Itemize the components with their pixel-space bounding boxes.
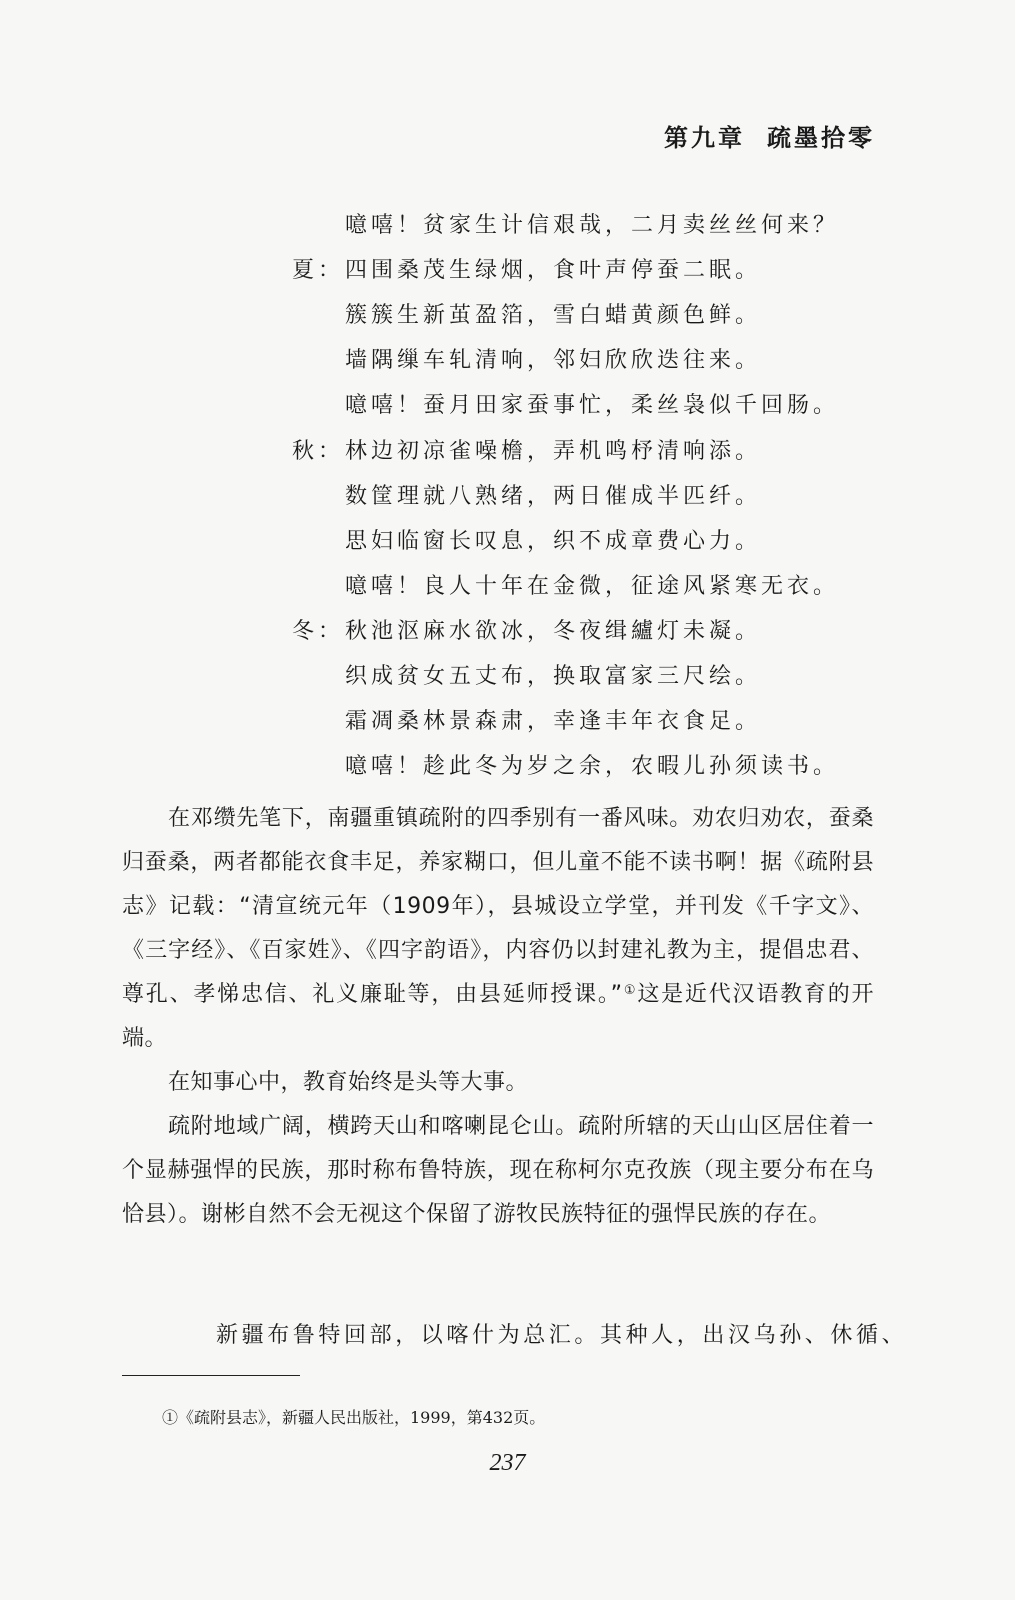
chapter-title: 疏墨拾零 [767, 123, 875, 152]
poem-line [345, 208, 839, 239]
poem-line [345, 343, 761, 374]
poem-line [345, 298, 761, 329]
poem-line-text: 霜凋桑林景森肃，幸逢丰年衣食足。 [345, 709, 762, 734]
poem-line-text: 林边初凉雀噪檐，弄机鸣杼清响添。 [345, 439, 762, 464]
poem-line [345, 388, 839, 419]
poem-line [292, 253, 762, 284]
block-quote-line: 新疆布鲁特回部，以喀什为总汇。其种人，出汉乌孙、休循、 [216, 1323, 908, 1348]
footnote: ①《疏附县志》，新疆人民出版社，1999，第432页。 [162, 1408, 546, 1427]
page-number: 237 [489, 1450, 526, 1476]
footnote-marker: ① [622, 983, 638, 998]
poem-line-text: 噫嘻！蚕月田家蚕事忙，柔丝袅似千回肠。 [345, 393, 840, 418]
poem-line-text: 四围桑茂生绿烟，食叶声停蚕二眠。 [345, 258, 762, 283]
season-label: 冬： [292, 619, 345, 644]
poem-line [345, 569, 839, 600]
paragraph-text: 在邓缵先笔下，南疆重镇疏附的四季别有一番风味。劝农归劝农，蚕桑归蚕桑，两者都能衣食丰足，养家糊口，但儿童不能不读书啊！据《疏附县志》记载：“清宣统元年（1909年），县城设立学堂，并刊发《千字文》、《三字经》、《百家姓》、《四字韵语》，内容仍以封建礼教为主，提倡忠君、尊孔、孝悌忠信、礼义廉耻等，由县延师授课。” [122, 806, 874, 1007]
poem-line [345, 479, 761, 510]
poem-line-text: 数筐理就八熟绪，两日催成半匹纤。 [345, 484, 762, 509]
poem-line-text: 思妇临窗长叹息，织不成章费心力。 [345, 529, 762, 554]
paragraph: 疏附地域广阔，横跨天山和喀喇昆仑山。疏附所辖的天山山区居住着一个显赫强悍的民族，那时称布鲁特族，现在称柯尔克孜族（现主要分布在乌恰县）。谢彬自然不会无视这个保留了游牧民族特征的强悍民族的存在。 [122, 1114, 874, 1227]
poem-line-text: 秋池沤麻水欲冰，冬夜缉纑灯未凝。 [345, 619, 762, 644]
poem-line-text: 墙隅缫车轧清响，邻妇欣欣迭往来。 [345, 348, 762, 373]
poem-line-text: 簇簇生新茧盈箔，雪白蜡黄颜色鲜。 [345, 303, 762, 328]
season-label: 夏： [292, 258, 345, 283]
paragraph [122, 797, 874, 1061]
poem-line [345, 704, 761, 735]
poem-line [292, 614, 762, 645]
paragraph: 在知事心中，教育始终是头等大事。 [168, 1070, 529, 1095]
season-label: 秋： [292, 439, 345, 464]
body-text [122, 797, 874, 1237]
poem-line-text: 噫嘻！良人十年在金微，征途风紧寒无衣。 [345, 574, 840, 599]
poem-line-text: 噫嘻！趁此冬为岁之余，农暇儿孙须读书。 [345, 754, 840, 779]
poem-line [345, 659, 761, 690]
poem-line [345, 524, 761, 555]
footnote-rule [122, 1375, 300, 1376]
running-head [664, 118, 875, 153]
chapter-label: 第九章 [664, 123, 745, 152]
poem-line [292, 434, 762, 465]
poem-line-text: 噫嘻！贫家生计信艰哉，二月卖丝丝何来？ [345, 213, 840, 238]
poem-line [345, 749, 839, 780]
poem-line-text: 织成贫女五丈布，换取富家三尺绘。 [345, 664, 762, 689]
paragraph-text: 这是近代汉语教育的开端。 [122, 982, 874, 1051]
